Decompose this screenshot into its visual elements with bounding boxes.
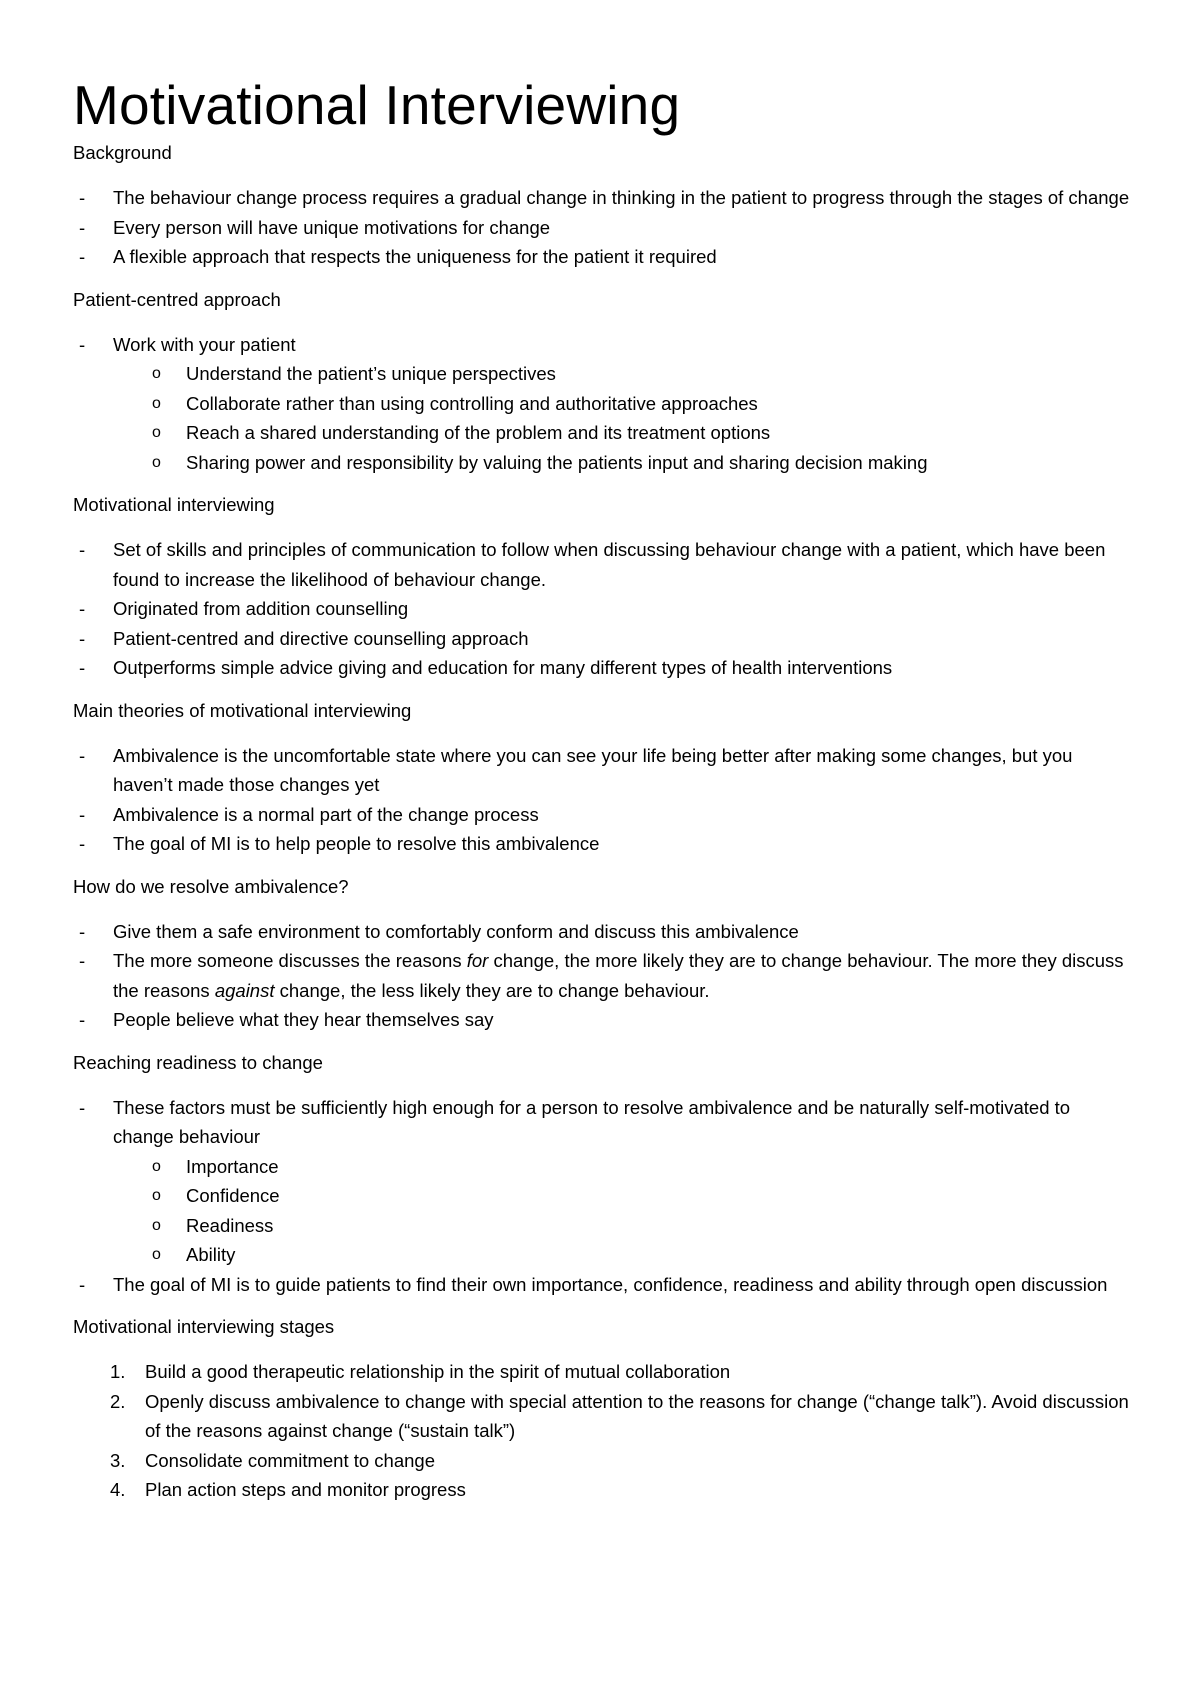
numbered-item-text: Plan action steps and monitor progress [145, 1479, 466, 1500]
sub-list-item [73, 389, 1133, 419]
sub-list-item [73, 1240, 1133, 1270]
sub-list-item-text: Reach a shared understanding of the problem and its treatment options [186, 422, 771, 443]
emphasis-against: against [214, 979, 275, 1001]
circle-marker: o [152, 1157, 161, 1175]
circle-marker: o [152, 365, 161, 382]
dash-marker: - [79, 187, 86, 208]
numbered-item [73, 1357, 1133, 1387]
item-number: 3. [110, 1449, 126, 1471]
dash-marker: - [79, 1096, 86, 1118]
section-background [73, 138, 1133, 272]
sub-list-item-text: Collaborate rather than using controlling and authoritative approaches [186, 392, 758, 414]
dash-marker: - [79, 216, 86, 238]
list-item-text: Ambivalence is a normal part of the change process [113, 803, 539, 825]
list-item-text-part: change, the more likely they are to change behaviour. The more they discuss the reasons [113, 950, 1124, 1001]
list-item [73, 653, 1133, 683]
sub-list-item [73, 1211, 1133, 1241]
list-item-text: The behaviour change process requires a gradual change in thinking in the patient to progress through the stages of change [113, 187, 1130, 208]
circle-marker: o [152, 1246, 161, 1263]
list-item-text: A flexible approach that respects the uniqueness for the patient it required [113, 246, 717, 267]
list-item-text: Patient-centred and directive counselling approach [113, 627, 529, 649]
bullet-list [73, 741, 1133, 859]
sub-list-item [73, 1152, 1133, 1182]
list-item-text: Every person will have unique motivations for change [113, 216, 551, 238]
list-item-text: Outperforms simple advice giving and education for many different types of health interventions [113, 657, 893, 678]
list-item-text: People believe what they hear themselves say [113, 1009, 494, 1030]
list-item [73, 829, 1133, 859]
list-item [73, 535, 1133, 594]
dash-marker: - [79, 539, 86, 560]
bullet-list [73, 330, 1133, 478]
dash-marker: - [79, 598, 86, 619]
dash-marker: - [79, 1273, 86, 1295]
list-item [73, 624, 1133, 654]
section-resolve-ambivalence [73, 872, 1133, 1035]
numbered-list [73, 1357, 1133, 1505]
list-item [73, 213, 1133, 243]
dash-marker: - [79, 333, 86, 355]
dash-marker: - [79, 246, 86, 267]
section-mi-stages [73, 1312, 1133, 1505]
list-item [73, 917, 1133, 947]
sub-bullet-list [113, 359, 1133, 477]
sub-list-item-text: Importance [186, 1155, 279, 1177]
list-item [73, 800, 1133, 830]
numbered-item-text: Openly discuss ambivalence to change with special attention to the reasons for change (“change talk”). Avoid discussion of the reasons against change (“sustain talk”) [145, 1390, 1129, 1441]
dash-marker: - [79, 833, 86, 854]
section-heading: Patient-centred approach [73, 288, 281, 310]
sub-list-item-text: Sharing power and responsibility by valuing the patients input and sharing decision making [186, 451, 928, 473]
list-item [73, 1093, 1133, 1270]
bullet-list [73, 183, 1133, 272]
list-item [73, 741, 1133, 800]
dash-marker: - [79, 744, 86, 766]
section-heading: Motivational interviewing [73, 494, 275, 515]
item-number: 1. [110, 1361, 126, 1382]
section-motivational-interviewing [73, 490, 1133, 683]
section-patient-centred-approach [73, 285, 1133, 478]
circle-marker: o [152, 453, 161, 471]
numbered-item [73, 1475, 1133, 1505]
list-item-text: Ambivalence is the uncomfortable state where you can see your life being better after making some changes, but you haven’t made those changes yet [113, 744, 1073, 795]
sub-bullet-list [113, 1152, 1133, 1270]
section-heading: How do we resolve ambivalence? [73, 875, 349, 897]
list-item-text: The goal of MI is to guide patients to find their own importance, confidence, readiness and ability through open discussion [113, 1273, 1108, 1295]
dash-marker: - [79, 1009, 86, 1030]
circle-marker: o [152, 1216, 161, 1234]
dash-marker: - [79, 657, 86, 678]
document-body [73, 72, 1133, 1505]
list-item [73, 946, 1133, 1005]
sub-list-item-text: Readiness [186, 1214, 274, 1236]
numbered-item [73, 1387, 1133, 1446]
list-item-text: The goal of MI is to help people to resolve this ambivalence [113, 833, 600, 854]
dash-marker: - [79, 950, 86, 971]
sub-list-item-text: Ability [186, 1244, 236, 1265]
list-item [73, 1270, 1133, 1300]
numbered-item [73, 1446, 1133, 1476]
circle-marker: o [152, 394, 161, 412]
dash-marker: - [79, 803, 86, 825]
sub-list-item [73, 359, 1133, 389]
list-item [73, 330, 1133, 478]
sub-list-item-text: Confidence [186, 1185, 280, 1206]
list-item-text: Work with your patient [113, 333, 296, 355]
section-heading: Main theories of motivational interviewing [73, 699, 412, 721]
emphasis-for: for [466, 950, 489, 971]
sub-list-item-text: Understand the patient’s unique perspectives [186, 363, 556, 384]
list-item [73, 242, 1133, 272]
list-item-text: Give them a safe environment to comfortably conform and discuss this ambivalence [113, 920, 799, 942]
circle-marker: o [152, 424, 161, 441]
list-item-text-part: change, the less likely they are to change behaviour. [274, 979, 710, 1001]
sub-list-item [73, 448, 1133, 478]
list-item [73, 1005, 1133, 1035]
section-heading: Reaching readiness to change [73, 1051, 323, 1073]
list-item [73, 183, 1133, 213]
bullet-list [73, 917, 1133, 1035]
bullet-list [73, 1093, 1133, 1300]
sub-list-item [73, 418, 1133, 448]
dash-marker: - [79, 627, 86, 649]
list-item-text-part: The more someone discusses the reasons [113, 950, 467, 971]
section-heading: Background [73, 142, 172, 163]
list-item-text: These factors must be sufficiently high enough for a person to resolve ambivalence and be naturally self-motivated to change behaviour [113, 1096, 1071, 1147]
bullet-list [73, 535, 1133, 683]
circle-marker: o [152, 1187, 161, 1204]
list-item-text: Set of skills and principles of communication to follow when discussing behaviour change with a patient, which have been found to increase the likelihood of behaviour change. [113, 539, 1106, 590]
numbered-item-text: Build a good therapeutic relationship in the spirit of mutual collaboration [145, 1361, 731, 1382]
list-item-text: Originated from addition counselling [113, 598, 409, 619]
page-title: Motivational Interviewing [73, 74, 681, 136]
sub-list-item [73, 1181, 1133, 1211]
item-number: 4. [110, 1479, 126, 1500]
list-item [73, 594, 1133, 624]
section-main-theories [73, 696, 1133, 859]
section-heading: Motivational interviewing stages [73, 1316, 335, 1337]
section-reaching-readiness [73, 1048, 1133, 1300]
dash-marker: - [79, 920, 86, 942]
numbered-item-text: Consolidate commitment to change [145, 1449, 435, 1471]
item-number: 2. [110, 1390, 126, 1412]
